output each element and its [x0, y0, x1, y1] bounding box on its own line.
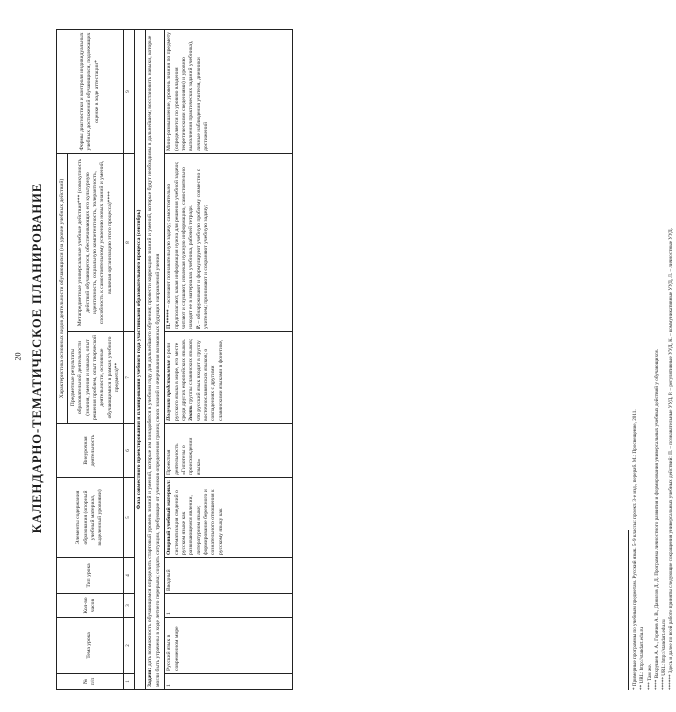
- header-topic: Тема урока: [57, 618, 124, 674]
- row-topic: Русский язык в современном мире: [164, 618, 292, 674]
- footnotes: [632, 26, 676, 690]
- rotated-page: [26, 22, 675, 694]
- header-forms: Формы диагностики и контроля индивидуальных учебных достижений обучающихся, подлежащих оценке в ходе аттестации*: [57, 30, 124, 154]
- content-text: систематизация сведений о русском языке как развивающемся явлении, литературном языке; формирование бережного и сознательного отношения к русскому языку как: [173, 489, 224, 555]
- row-meta-results: [164, 154, 292, 332]
- header-meta-results: Метапредметные универсальные учебные действия*** (совокупность действий обучающегося, обеспечивающих его культурную идентичность, социальную компетентность, толерантность, способность к самостоятельному усвоению новых знаний и умений, включая организацию этого процесса)****: [68, 154, 124, 332]
- subject-text: о роли русского языка в мире, его месте среди других европейских языков.: [166, 338, 187, 421]
- row-content: [164, 478, 292, 558]
- row-subject-results: [164, 332, 292, 424]
- planning-table: [56, 29, 293, 690]
- header-content: Элементы содержания образования (опорный учебный материал, выделенный уровнями): [57, 478, 124, 558]
- meta-r-text: – обнаруживают и формулируют учебную проблему совместно с учителем; принимают и сохраняют учебную задачу;: [195, 168, 210, 329]
- column-number: 6: [124, 424, 135, 478]
- column-number: 4: [124, 558, 135, 594]
- meta-p-text: – осознают познавательную задачу; самостоятельно предполагают, какая информация нужна для решения учебной задачи; читают и слушают, извлекая нужную информацию, самостоятельно находят ее в материалах учебника, рабочей тетради.: [166, 161, 195, 329]
- table-row: [164, 30, 292, 690]
- subject-lead-2: Знать: [188, 405, 195, 421]
- column-number: 8: [124, 154, 135, 332]
- tasks-text: дать возможность обучающимся определить стартовый уровень знаний и умений, которые им понадобятся в учебном году для дальнейшего обучения; провести коррекцию знаний и умений, которые будут необходимы в дальнейшем; восстановить навыки, которые могли быть утрачены в ходе летнего перерыва; создать ситуации, требующие от учеников определения границ своих знаний и очерчивания возможных будущих направлений учения: [147, 35, 161, 687]
- tasks-label: Задачи:: [147, 667, 154, 687]
- header-hours: Кол-во часов: [57, 594, 124, 618]
- footnote: * Примерные программы по учебным предметам. Русский язык. 5–9 классы: проект. 3-е изд., перераб. М.: Просвещение, 2011.: [632, 409, 638, 690]
- column-number: 1: [124, 674, 135, 690]
- footnote-divider: [628, 530, 629, 690]
- column-number: 2: [124, 618, 135, 674]
- column-number: 5: [124, 478, 135, 558]
- row-hours: 1: [164, 594, 292, 618]
- phase-row: [134, 30, 145, 690]
- column-number: 7: [124, 332, 135, 424]
- row-extracurricular: Проектная деятельность «Гипотезы о происхождении языка»: [164, 424, 292, 478]
- row-type: Вводный: [164, 558, 292, 594]
- footnote: *** Там же.: [646, 663, 653, 690]
- header-characteristics: Характеристика основных видов деятельности обучающихся (на уровне учебных действий): [57, 154, 68, 424]
- content-title: Опорный учебный материал:: [166, 480, 173, 555]
- footnote: ***** URL: http://standart.edu.ru: [661, 619, 668, 690]
- header-subject-results: Предметные результаты образовательной деятельности (знания, умения и навыки, опыт решения проблем, опыт творческой деятельности, основные обучающимися в рамках учебного предмета)**: [68, 332, 124, 424]
- column-number-row: [124, 30, 135, 690]
- row-forms: Мини-размышление, уровень знания по предмету (определяется по уровню владения теоретическими сведениями) и уровню выполнения практических заданий учебника), личные наблюдения учителя, дневники достижений: [164, 30, 292, 154]
- tasks-row: [145, 30, 164, 690]
- header-num: № п/п: [57, 674, 124, 690]
- page-title: КАЛЕНДАРНО-ТЕМАТИЧЕСКОЕ ПЛАНИРОВАНИЕ: [30, 182, 44, 534]
- row-num: 1: [164, 674, 292, 690]
- meta-r-label: Р.: [195, 324, 202, 329]
- column-number: 3: [124, 594, 135, 618]
- footnote: ****** Здесь и далее по всей работе приняты следующие сокращения универсальных учебных действий: П. – познавательные УУД, Р. – регулятивные УУД, К. – коммуникативные УУД, Л. – личностные УУД.: [668, 228, 675, 690]
- header-row: [57, 30, 68, 690]
- meta-p-label: П.*****: [166, 309, 173, 329]
- subject-lead: Получит представление: [166, 359, 173, 421]
- tasks-cell: [145, 30, 164, 690]
- subject-text-2: группы славянских языков; что русский язык входит в группу восточнославянских языков; о совпадениях с другими славянскими языками в фонетике,: [188, 338, 224, 421]
- header-extracurricular: Внеурочная деятельность: [57, 424, 124, 478]
- page-number: 20: [13, 352, 23, 361]
- column-number: 9: [124, 30, 135, 154]
- footnote: **** Вахрушев А. А., Горячев А. В., Данилов Д. Д. Программа личностного развития и формирования универсальных учебных действий у обучающихся.: [653, 349, 660, 690]
- footnote: ** URL: http://standart.edu.ru: [639, 627, 646, 690]
- header-type: Тип урока: [57, 558, 124, 594]
- phase-title: Фаза совместного проектирования и планирования учебного года участниками образовательного процесса (сентябрь): [134, 30, 145, 690]
